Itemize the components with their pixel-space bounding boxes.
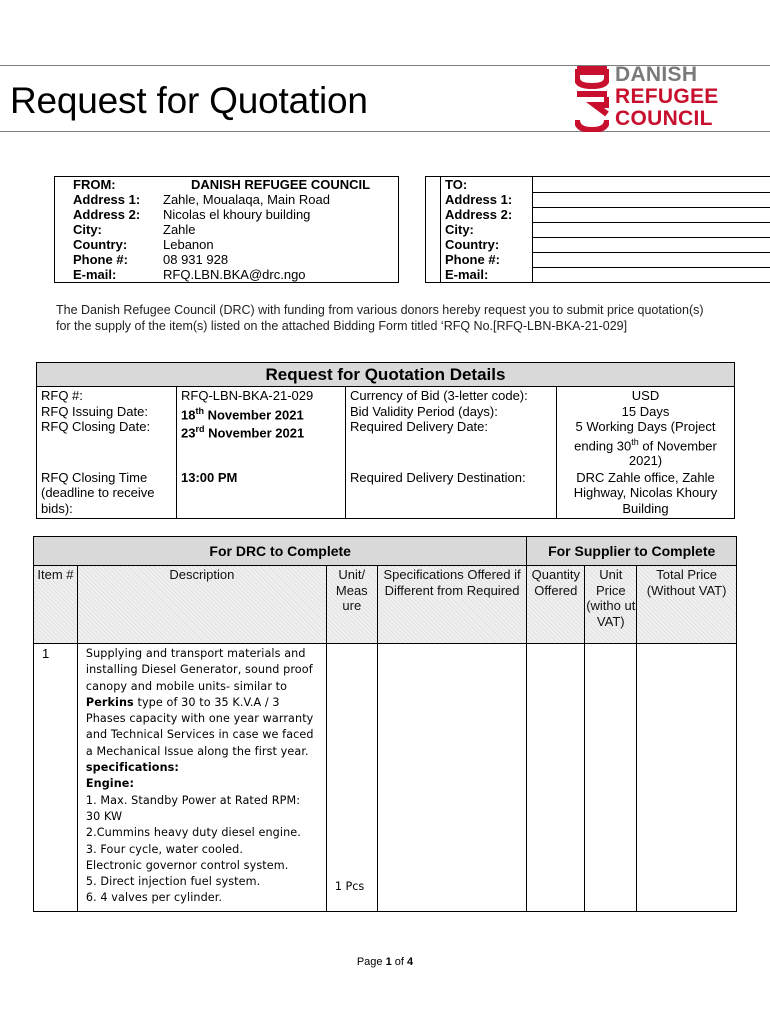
rfq-details-table (36, 362, 735, 519)
details-values (177, 387, 346, 469)
desc-line: 30 KW (85, 809, 123, 823)
desc-line: 6. 4 valves per cylinder. (85, 891, 223, 905)
intro-paragraph: The Danish Refugee Council (DRC) with funding from various donors hereby request you to submit price quotation(s) for the supply of the item(s) listed on the attached Bidding Form titled ‘RFQ No.[RFQ-LBN-BKA-21-029] (56, 303, 704, 333)
rfq-number-value: RFQ-LBN-BKA-21-029 (181, 388, 314, 403)
to-label: City: (441, 222, 533, 237)
to-value-field[interactable] (533, 222, 770, 237)
col-total-price: Total Price (Without VAT) (637, 566, 737, 644)
closing-date-label: RFQ Closing Date: (41, 419, 151, 434)
delivery-date-label: Required Delivery Date: (350, 419, 489, 434)
to-label: Address 1: (441, 192, 533, 207)
to-row (426, 267, 770, 283)
to-table (425, 176, 770, 283)
from-row (55, 177, 399, 193)
item-unit: 1 Pcs (326, 644, 377, 912)
from-value: Nicolas el khoury building (159, 207, 399, 222)
desc-line: 5. Direct injection fuel system. (85, 875, 261, 889)
from-row (55, 267, 399, 283)
to-row (426, 252, 770, 267)
col-unit-price: Unit Price (witho ut VAT) (585, 566, 637, 644)
logo-word-3: COUNCIL (615, 107, 713, 130)
to-row (426, 237, 770, 252)
table-row (34, 644, 737, 912)
validity-label: Bid Validity Period (days): (350, 403, 498, 419)
from-value: DANISH REFUGEE COUNCIL (159, 177, 399, 193)
col-specs: Specifications Offered if Different from Required (377, 566, 527, 644)
to-value-field[interactable] (533, 207, 770, 222)
from-value: 08 931 928 (159, 252, 399, 267)
delivery-date-value: 5 Working Days (Project ending 30th of November 2021) (574, 419, 717, 469)
footer-prefix: Page (356, 956, 386, 968)
desc-line: 3. Four cycle, water cooled. (85, 842, 243, 856)
desc-line: specifications: (85, 761, 179, 775)
desc-line: 1. Max. Standby Power at Rated RPM: (85, 793, 301, 807)
logo-word-2: REFUGEE (615, 85, 719, 108)
desc-line: a Mechanical Issue along the first year. (85, 744, 309, 758)
desc-line: Electronic governor control system. (85, 858, 289, 872)
from-label: City: (73, 222, 102, 237)
from-value: Zahle, Moualaqa, Main Road (159, 192, 399, 207)
from-label: Phone #: (73, 252, 128, 267)
closing-date-value: 23rd November 2021 (181, 424, 305, 441)
from-row (55, 222, 399, 237)
from-label: FROM: (69, 177, 159, 193)
item-number: 1 (34, 644, 78, 912)
from-label: E-mail: (69, 267, 159, 283)
item-description (77, 644, 326, 912)
details-row (37, 387, 735, 469)
to-label: Address 2: (441, 207, 533, 222)
to-value-field[interactable] (533, 267, 770, 283)
supplier-section-heading: For Supplier to Complete (527, 537, 737, 566)
bidding-items-table (33, 536, 737, 912)
to-label: E-mail: (441, 267, 533, 283)
col-item: Item # (34, 566, 78, 644)
closing-time-value: 13:00 PM (177, 469, 346, 519)
from-row (55, 237, 399, 252)
from-value: RFQ.LBN.BKA@drc.ngo (159, 267, 399, 283)
from-row (55, 207, 399, 222)
validity-value: 15 Days (621, 403, 670, 419)
from-value: Zahle (159, 222, 399, 237)
desc-line: 2.Cummins heavy duty diesel engine. (85, 826, 301, 840)
to-value-field[interactable] (533, 177, 770, 193)
quantity-offered-field[interactable] (527, 644, 585, 912)
from-table (54, 176, 399, 283)
drc-logo-mark-icon (575, 64, 609, 132)
details-labels (37, 387, 177, 469)
desc-line-perkins: Perkins type of 30 to 35 K.V.A / 3 (85, 695, 280, 709)
destination-value: DRC Zahle office, Zahle Highway, Nicolas Khoury Building (557, 469, 735, 519)
closing-time-label: RFQ Closing Time (deadline to receive bids): (37, 469, 177, 519)
from-label: Country: (73, 237, 128, 252)
details-labels-right (346, 387, 557, 469)
details-row (37, 469, 735, 519)
col-description: Description (77, 566, 326, 644)
desc-line: canopy and mobile units- similar to (85, 679, 288, 693)
total-price-field[interactable] (637, 644, 737, 912)
desc-line: installing Diesel Generator, sound proof (85, 663, 313, 677)
to-value-field[interactable] (533, 192, 770, 207)
currency-value: USD (631, 388, 660, 403)
currency-label: Currency of Bid (3-letter code): (350, 388, 528, 403)
to-row (426, 222, 770, 237)
specs-offered-field[interactable] (377, 644, 527, 912)
issuing-date-label: RFQ Issuing Date: (41, 403, 148, 419)
col-unit: Unit/ Meas ure (326, 566, 377, 644)
rfq-number-label: RFQ #: (41, 388, 83, 403)
footer-mid: of (391, 956, 408, 968)
desc-line: Engine: (85, 777, 135, 791)
footer-total: 4 (407, 956, 414, 968)
to-value-field[interactable] (533, 237, 770, 252)
unit-price-field[interactable] (585, 644, 637, 912)
to-label: Phone #: (441, 252, 533, 267)
to-row (426, 207, 770, 222)
to-label: TO: (441, 177, 533, 193)
to-row (426, 192, 770, 207)
drc-section-heading: For DRC to Complete (34, 537, 527, 566)
footer-page: 1 (385, 956, 392, 968)
page-footer (0, 956, 770, 968)
desc-line: and Technical Services in case we faced (85, 728, 314, 742)
to-label: Country: (441, 237, 533, 252)
col-quantity: Quantity Offered (527, 566, 585, 644)
desc-line: Phases capacity with one year warranty (85, 712, 314, 726)
issuing-date-value: 18th November 2021 (181, 405, 304, 422)
from-value: Lebanon (159, 237, 399, 252)
destination-label: Required Delivery Destination: (346, 469, 557, 519)
from-row (55, 192, 399, 207)
logo-word-1: DANISH (615, 63, 698, 86)
drc-logo (575, 64, 735, 132)
from-row (55, 252, 399, 267)
to-row (426, 177, 770, 193)
to-value-field[interactable] (533, 252, 770, 267)
from-label: Address 2: (73, 207, 141, 222)
desc-line: Supplying and transport materials and (85, 647, 306, 660)
from-label: Address 1: (73, 192, 141, 207)
details-heading: Request for Quotation Details (37, 363, 735, 387)
page-title: Request for Quotation (10, 80, 368, 121)
details-values-right (557, 387, 735, 469)
